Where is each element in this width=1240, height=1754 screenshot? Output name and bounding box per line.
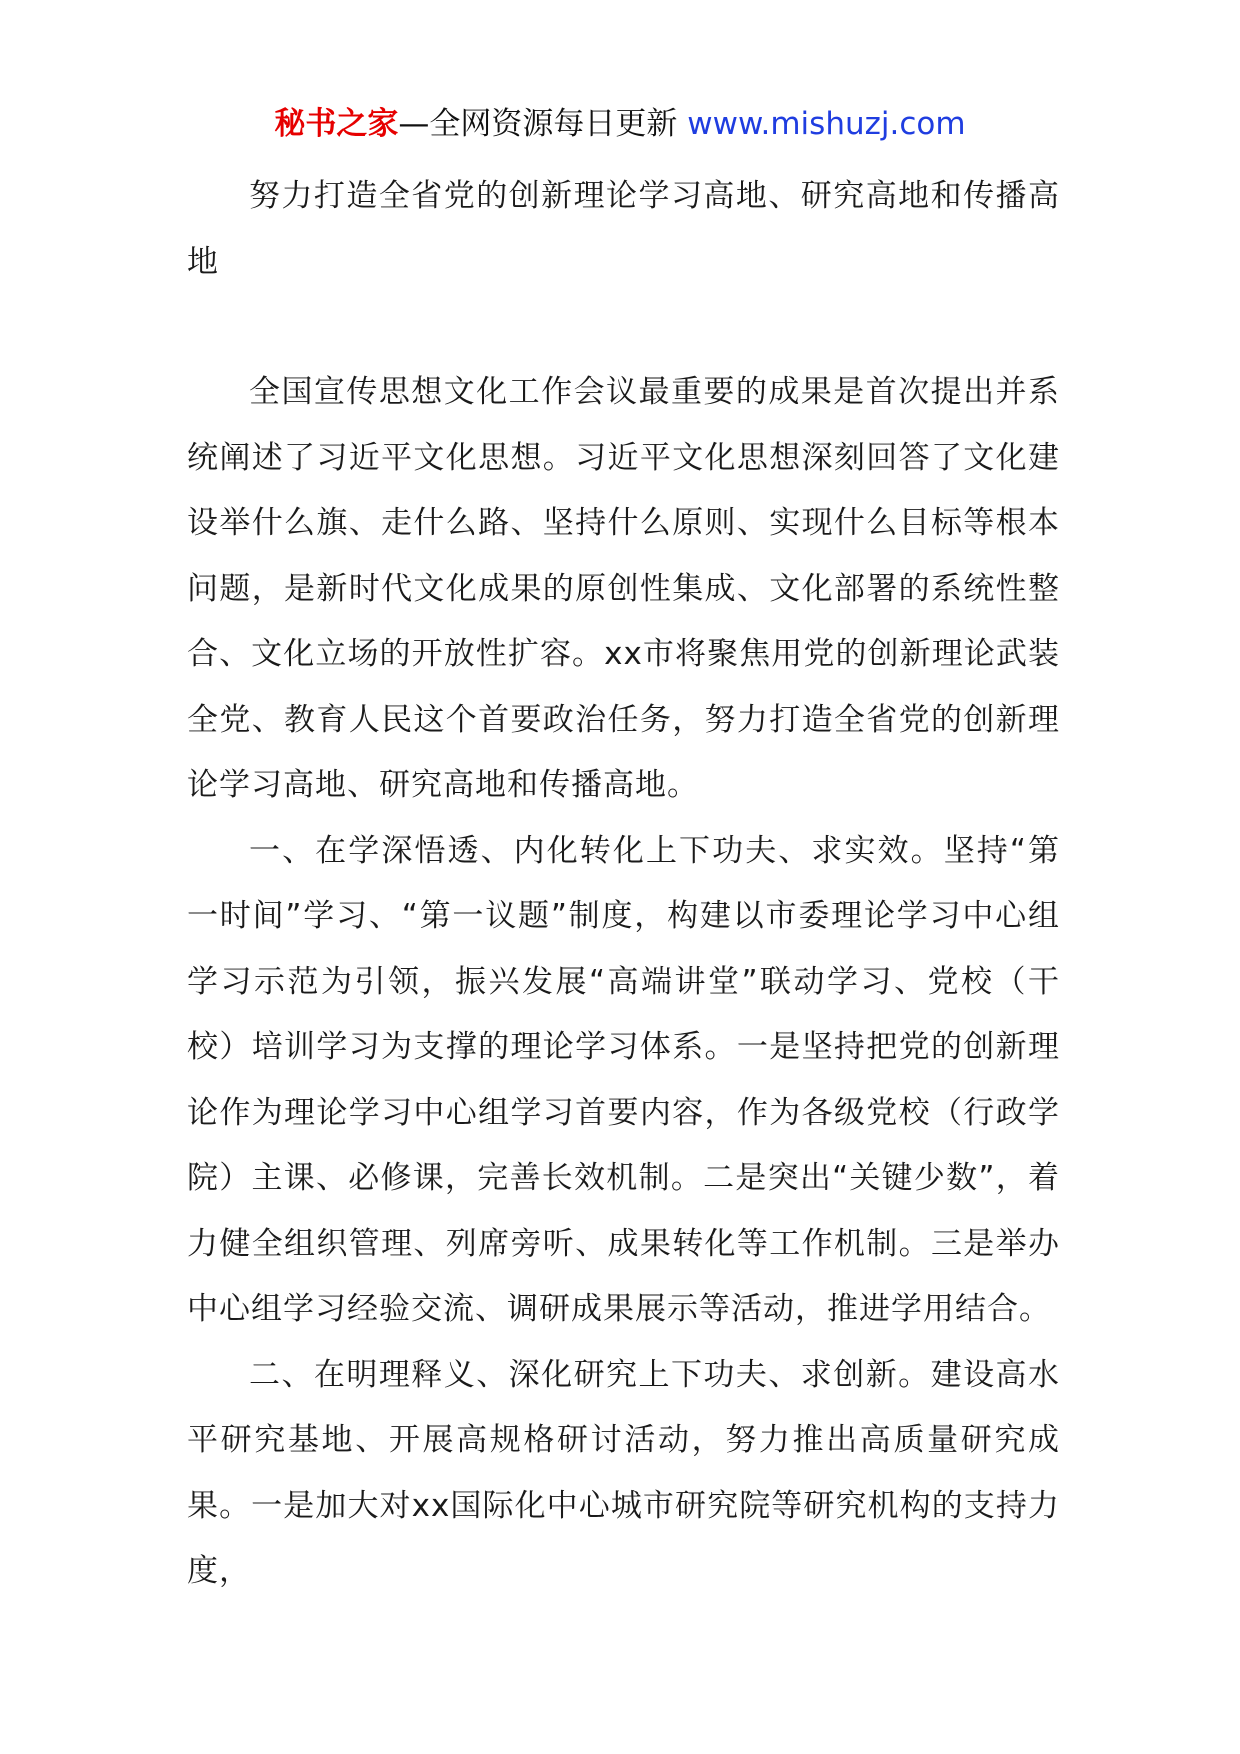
- paragraph-section-1: 一、在学深悟透、内化转化上下功夫、求实效。坚持“第一时间”学习、“第一议题”制度，构建以市委理论学习中心组学习示范为引领，振兴发展“高端讲堂”联动学习、党校（干校）培训学习为支撑的理论学习体系。一是坚持把党的创新理论作为理论学习中心组学习首要内容，作为各级党校（行政学院）主课、必修课，完善长效机制。二是突出“关键少数”，着力健全组织管理、列席旁听、成果转化等工作机制。三是举办中心组学习经验交流、调研成果展示等活动，推进学用结合。: [187, 832, 1060, 1327]
- document-title: 努力打造全省党的创新理论学习高地、研究高地和传播高地: [187, 178, 1060, 280]
- document-body: [187, 164, 1060, 1605]
- paragraph-section-2: 二、在明理释义、深化研究上下功夫、求创新。建设高水平研究基地、开展高规格研讨活动，努力推出高质量研究成果。一是加大对xx国际化中心城市研究院等研究机构的支持力度，: [187, 1356, 1060, 1589]
- paragraph-intro: 全国宣传思想文化工作会议最重要的成果是首次提出并系统阐述了习近平文化思想。习近平文化思想深刻回答了文化建设举什么旗、走什么路、坚持什么原则、实现什么目标等根本问题，是新时代文化成果的原创性集成、文化部署的系统性整合、文化立场的开放性扩容。xx市将聚焦用党的创新理论武装全党、教育人民这个首要政治任务，努力打造全省党的创新理论学习高地、研究高地和传播高地。: [187, 374, 1060, 803]
- brand-name: 秘书之家: [274, 106, 399, 142]
- site-header: [0, 100, 1240, 148]
- header-tagline: —全网资源每日更新: [398, 106, 688, 142]
- site-url-link[interactable]: www.mishuzj.com: [687, 106, 966, 142]
